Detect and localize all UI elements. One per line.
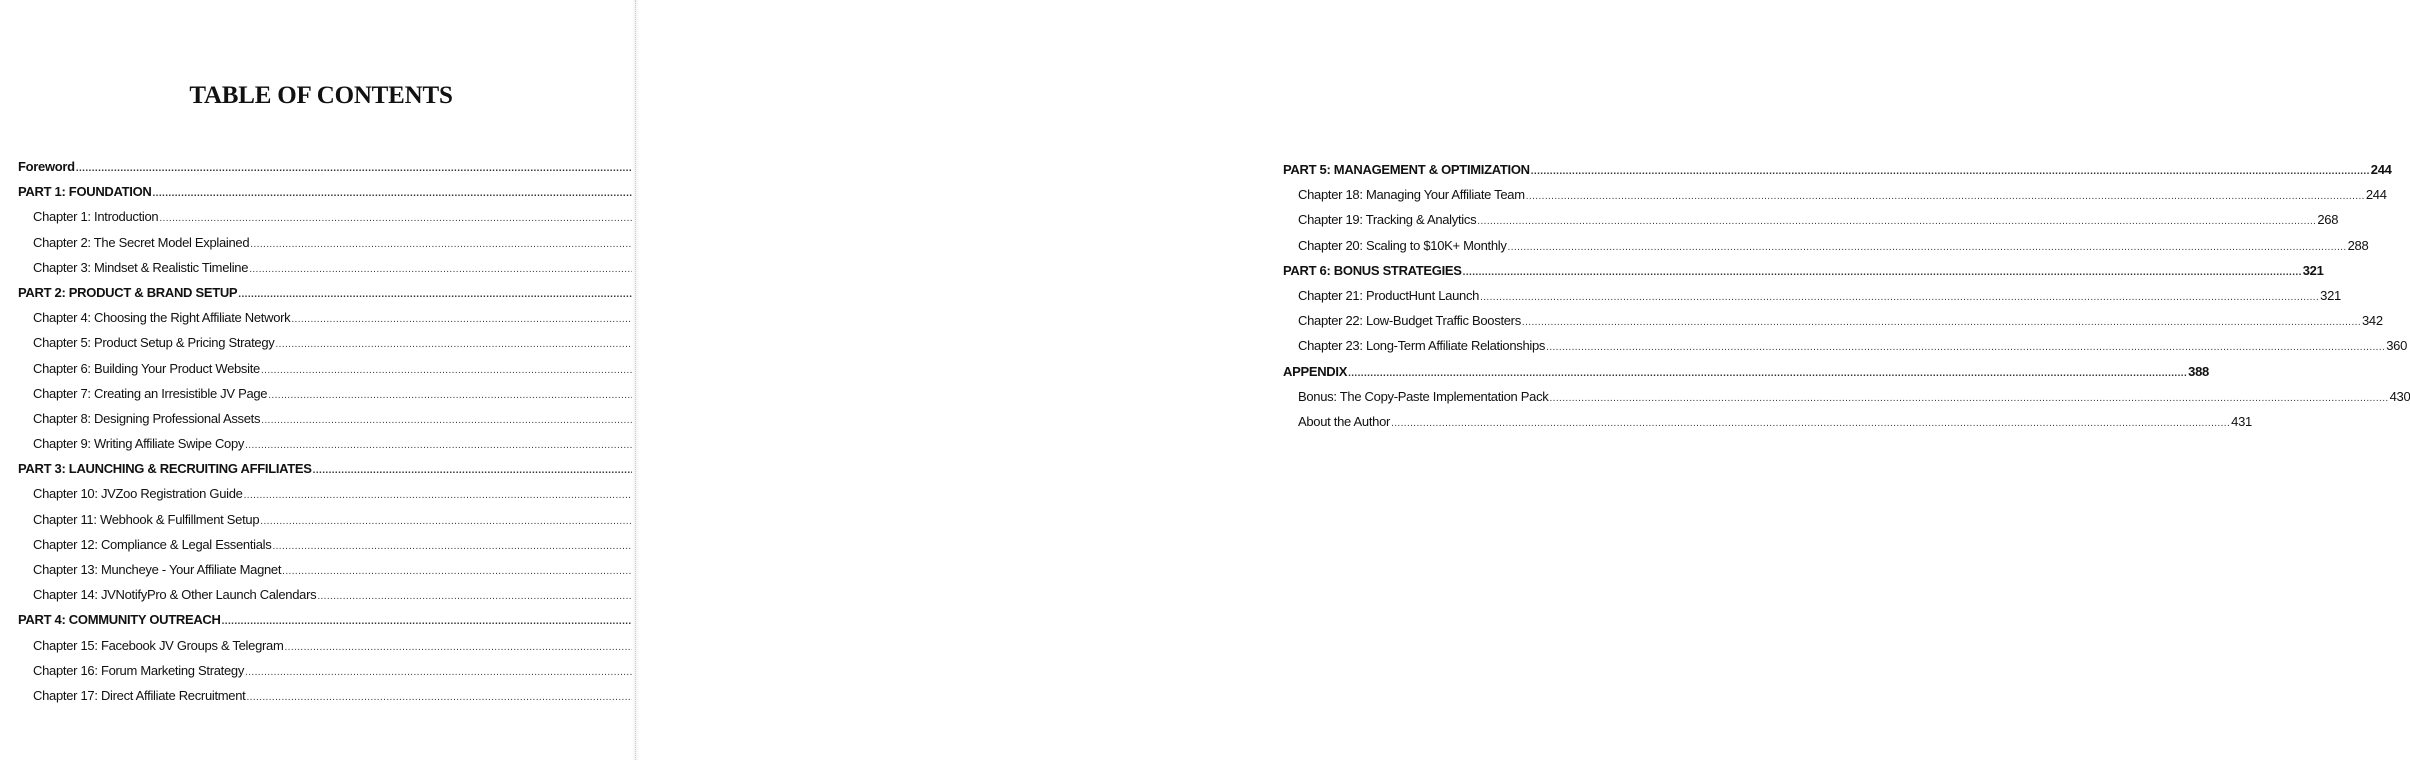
toc-part-entry[interactable] [1283,258,2324,283]
toc-chapter-entry[interactable] [1283,283,2341,308]
page-divider [635,0,636,760]
toc-entry-label: PART 3: LAUNCHING & RECRUITING AFFILIATES [18,461,312,477]
toc-entry-label: PART 4: COMMUNITY OUTREACH [18,612,221,628]
toc-entry-label: Chapter 15: Facebook JV Groups & Telegram [33,637,284,653]
toc-entry-label: Chapter 9: Writing Affiliate Swipe Copy [33,436,245,452]
left-page [0,0,632,760]
toc-part-entry[interactable] [18,607,624,632]
toc-chapter-entry[interactable] [1283,233,2369,258]
toc-chapter-entry[interactable] [18,683,624,708]
toc-entry-label: Chapter 1: Introduction [33,209,159,225]
dot-leader [1462,260,2303,285]
dot-leader [1530,159,2371,184]
toc-entry-label: Chapter 11: Webhook & Fulfillment Setup [33,511,260,527]
toc-chapter-entry[interactable] [18,582,624,607]
toc-entry-label: PART 6: BONUS STRATEGIES [1283,262,1462,278]
toc-chapter-entry[interactable] [1283,409,2252,434]
toc-entry-label: Chapter 10: JVZoo Registration Guide [33,486,243,502]
toc-entry-page-number: 431 [2231,413,2252,429]
toc-entry-label: About the Author [1298,413,1391,429]
toc-entry-page-number: 288 [2347,237,2369,253]
toc-entry-label: Chapter 5: Product Setup & Pricing Strategy [33,335,275,351]
toc-entry-label: Chapter 2: The Secret Model Explained [33,234,250,250]
toc-entry-label: Chapter 12: Compliance & Legal Essentials [33,536,272,552]
toc-entry-label: Chapter 20: Scaling to $10K+ Monthly [1298,237,1507,253]
toc-chapter-entry[interactable] [1283,207,2339,232]
dot-leader [1479,285,2320,310]
toc-entry-label: Chapter 21: ProductHunt Launch [1298,287,1480,303]
toc-entry-page-number: 321 [2320,287,2341,303]
toc-chapter-entry[interactable] [18,381,624,406]
toc-entry-label: Chapter 19: Tracking & Analytics [1298,212,1477,228]
toc-entry-page-number: 430 [2389,388,2410,404]
toc-entry-label: PART 1: FOUNDATION [18,184,152,200]
toc-entry-label: Chapter 8: Designing Professional Assets [33,410,261,426]
toc-part-entry[interactable] [18,280,624,305]
toc-chapter-entry[interactable] [18,481,624,506]
toc-entry-label: PART 5: MANAGEMENT & OPTIMIZATION [1283,162,1530,177]
toc-entry-page-number: 321 [2302,262,2324,278]
toc-chapter-entry[interactable] [18,431,624,456]
toc-entry-page-number: 360 [2386,338,2408,354]
toc-entry-page-number: 244 [2365,187,2387,203]
toc-entry-label: Chapter 3: Mindset & Realistic Timeline [33,259,249,275]
toc-entry-label: Chapter 4: Choosing the Right Affiliate Network [33,310,291,326]
toc-chapter-entry[interactable] [18,658,624,683]
toc-chapter-entry[interactable] [18,305,624,330]
toc-entry-label: Chapter 14: JVNotifyPro & Other Launch Calendars [33,587,317,603]
toc-part-entry[interactable] [18,456,624,481]
toc-right-column [1283,157,2410,434]
toc-part-entry[interactable] [1283,157,2392,182]
toc-entry-label: Bonus: The Copy-Paste Implementation Pack [1298,388,1549,404]
toc-title: TABLE OF CONTENTS [189,82,453,109]
toc-entry-label: Chapter 13: Muncheye - Your Affiliate Magnet [33,562,282,577]
dot-leader [1521,310,2362,335]
toc-entry-label: Chapter 23: Long-Term Affiliate Relationships [1298,338,1546,354]
toc-chapter-entry[interactable] [18,507,624,532]
toc-chapter-entry[interactable] [18,557,624,582]
dot-leader [1390,411,2231,436]
toc-chapter-entry[interactable] [18,230,624,255]
toc-chapter-entry[interactable] [1283,308,2383,333]
toc-chapter-entry[interactable] [18,532,624,557]
toc-chapter-entry[interactable] [18,204,624,229]
toc-entry-label: Chapter 6: Building Your Product Website [33,360,260,376]
toc-entry-page-number: 244 [2370,162,2392,177]
toc-entry-label: Chapter 16: Forum Marketing Strategy [33,662,245,678]
toc-entry-label: PART 2: PRODUCT & BRAND SETUP [18,284,238,300]
toc-part-entry[interactable] [18,179,624,204]
right-page [639,0,2410,760]
toc-part-entry[interactable] [1283,359,2209,384]
toc-chapter-entry[interactable] [1283,384,2410,409]
dot-leader [1549,386,2390,411]
toc-entry-page-number: 342 [2362,313,2383,329]
toc-entry-label: Chapter 22: Low-Budget Traffic Boosters [1298,313,1521,329]
dot-leader [1507,235,2348,260]
dot-leader [1525,184,2366,209]
toc-chapter-entry[interactable] [18,330,624,355]
toc-chapter-entry[interactable] [18,255,624,280]
toc-left-column [18,154,624,708]
toc-chapter-entry[interactable] [18,356,624,381]
toc-entry-label: Chapter 17: Direct Affiliate Recruitment [33,687,246,703]
dot-leader [1476,209,2317,234]
toc-part-entry[interactable] [18,154,624,179]
toc-chapter-entry[interactable] [18,633,624,658]
toc-chapter-entry[interactable] [1283,333,2408,358]
toc-entry-page-number: 388 [2188,363,2209,379]
toc-chapter-entry[interactable] [18,406,624,431]
toc-entry-label: Foreword [18,159,75,174]
toc-entry-label: APPENDIX [1283,363,1348,379]
toc-entry-label: Chapter 18: Managing Your Affiliate Team [1298,187,1525,203]
dot-leader [1347,361,2188,386]
toc-entry-label: Chapter 7: Creating an Irresistible JV Page [33,385,268,401]
dot-leader [1545,335,2386,360]
toc-entry-page-number: 268 [2317,212,2339,228]
toc-chapter-entry[interactable] [1283,182,2387,207]
